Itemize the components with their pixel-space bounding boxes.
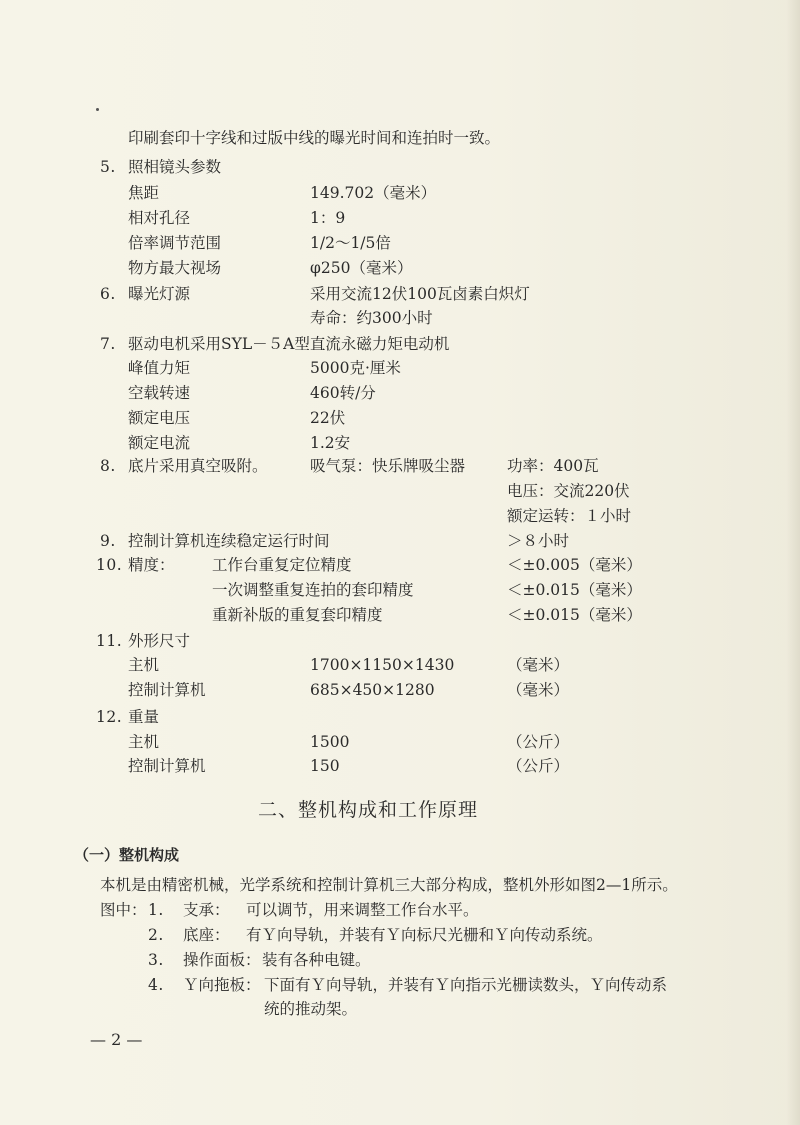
- spec-label: 峰值力矩: [128, 359, 191, 377]
- section-title: 二、整机构成和工作原理: [258, 799, 479, 821]
- spec-value: ＜±0.015（毫米）: [507, 581, 642, 599]
- figure-item-text: 下面有Ｙ向导轨，并装有Ｙ向指示光栅读数头，Ｙ向传动系: [264, 976, 668, 994]
- spec-value: 150: [310, 757, 340, 775]
- item-title: 驱动电机采用SYL－５A型直流永磁力矩电动机: [128, 335, 450, 353]
- spec-value: 149.702（毫米）: [310, 184, 437, 202]
- spec-label: 主机: [128, 656, 160, 674]
- spec-value: ＜±0.005（毫米）: [507, 556, 642, 574]
- spec-value: ＞８小时: [507, 532, 570, 550]
- figure-item-label: 底座：: [183, 926, 230, 944]
- intro-line: 印刷套印十字线和过版中线的曝光时间和连拍时一致。: [128, 129, 501, 147]
- item-number: 8.: [100, 457, 116, 475]
- spec-value: 5000克·厘米: [310, 359, 401, 377]
- spec-label: 相对孔径: [128, 209, 191, 227]
- spec-label: 重新补版的重复套印精度: [212, 606, 383, 624]
- spec-value: 吸气泵：快乐牌吸尘器: [310, 457, 466, 475]
- spec-label: 焦距: [128, 184, 160, 202]
- spec-label: 额定电流: [128, 434, 191, 452]
- figure-item-text: 可以调节，用来调整工作台水平。: [246, 901, 479, 919]
- spec-value: 1500: [310, 733, 350, 751]
- item-number: 12.: [96, 708, 123, 726]
- spec-label: 主机: [128, 733, 160, 751]
- spec-value: 1/2～1/5倍: [310, 234, 391, 252]
- spec-label: 额定电压: [128, 409, 191, 427]
- spec-unit: （公斤）: [507, 757, 570, 775]
- spec-value: 1700×1150×1430: [310, 656, 455, 674]
- ink-speck: [96, 108, 99, 111]
- spec-unit: （毫米）: [507, 656, 570, 674]
- spec-unit: （公斤）: [507, 733, 570, 751]
- page-edge-shadow: [786, 0, 800, 1125]
- spec-value: 采用交流12伏100瓦卤素白炽灯: [310, 285, 530, 303]
- figure-intro: 图中：: [100, 901, 147, 919]
- figure-item-label: 支承：: [183, 901, 230, 919]
- item-title: 重量: [128, 708, 160, 726]
- item-number: 11.: [96, 632, 123, 650]
- spec-value: 额定运转：１小时: [507, 507, 632, 525]
- spec-label: 空载转速: [128, 384, 191, 402]
- spec-value: φ250（毫米）: [310, 259, 413, 277]
- spec-value: 460转/分: [310, 384, 376, 402]
- figure-item-number: 1.: [148, 901, 164, 919]
- spec-label: 工作台重复定位精度: [212, 556, 352, 574]
- spec-label: 控制计算机: [128, 681, 206, 699]
- spec-value: 22伏: [310, 409, 346, 427]
- item-number: 7.: [100, 335, 116, 353]
- figure-item-label: 操作面板：: [183, 951, 261, 969]
- item-title: 曝光灯源: [128, 285, 191, 303]
- spec-label: 倍率调节范围: [128, 234, 222, 252]
- paragraph: 本机是由精密机械，光学系统和控制计算机三大部分构成，整机外形如图2—1所示。: [100, 876, 678, 894]
- item-number: 9.: [100, 532, 116, 550]
- spec-label: 一次调整重复连拍的套印精度: [212, 581, 414, 599]
- item-title: 外形尺寸: [128, 632, 191, 650]
- figure-item-label: Ｙ向拖板：: [183, 976, 261, 994]
- item-title: 底片采用真空吸附。: [128, 457, 268, 475]
- spec-value: 685×450×1280: [310, 681, 435, 699]
- item-number: 5.: [100, 158, 116, 176]
- spec-value: ＜±0.015（毫米）: [507, 606, 642, 624]
- page-number: — 2 —: [90, 1030, 143, 1049]
- spec-label: 物方最大视场: [128, 259, 222, 277]
- figure-item-number: 3.: [148, 951, 164, 969]
- spec-value: 1：9: [310, 209, 346, 227]
- item-number: 6.: [100, 285, 116, 303]
- item-number: 10.: [96, 556, 123, 574]
- figure-item-text-continued: 统的推动架。: [264, 1000, 358, 1018]
- subsection-title: （一）整机构成: [74, 846, 180, 864]
- spec-value: 寿命：约300小时: [310, 309, 433, 327]
- item-title: 照相镜头参数: [128, 158, 222, 176]
- item-title: 控制计算机连续稳定运行时间: [128, 532, 330, 550]
- spec-label: 控制计算机: [128, 757, 206, 775]
- figure-item-number: 2.: [148, 926, 164, 944]
- spec-value: 电压：交流220伏: [507, 482, 630, 500]
- figure-item-text: 有Ｙ向导轨，并装有Ｙ向标尺光栅和Ｙ向传动系统。: [246, 926, 603, 944]
- item-title: 精度：: [128, 556, 175, 574]
- figure-item-number: 4.: [148, 976, 164, 994]
- spec-unit: （毫米）: [507, 681, 570, 699]
- figure-item-text: 装有各种电键。: [262, 951, 371, 969]
- spec-value: 1.2安: [310, 434, 351, 452]
- spec-value: 功率：400瓦: [507, 457, 599, 475]
